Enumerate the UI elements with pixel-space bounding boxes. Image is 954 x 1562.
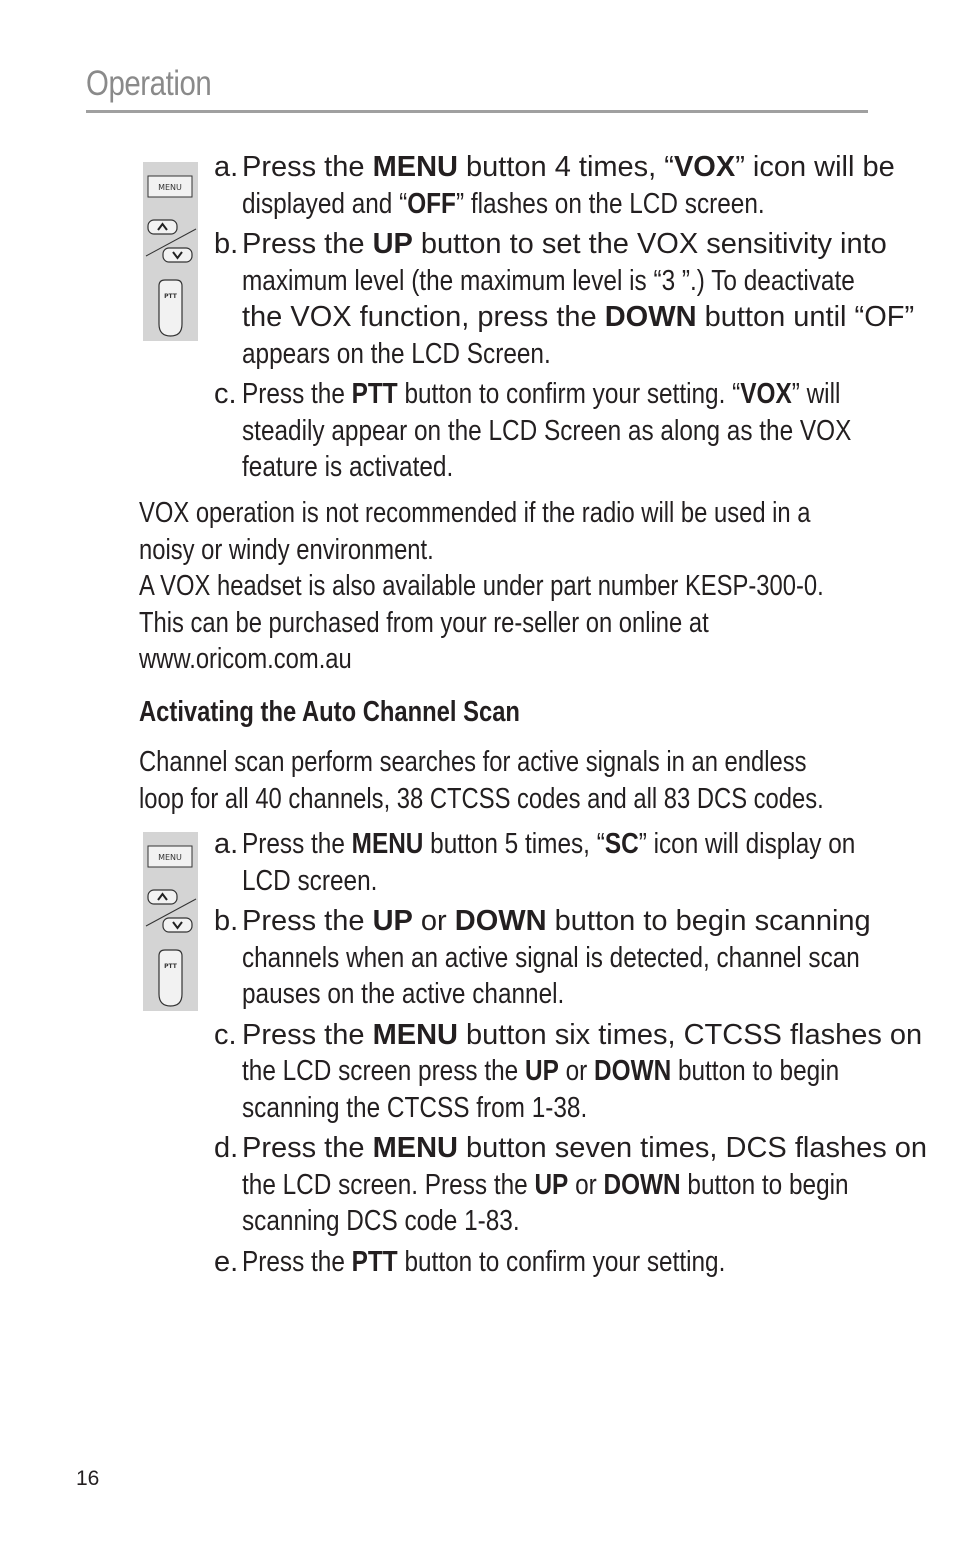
button-icon-strip bbox=[143, 832, 198, 1011]
ptt-icon-label: PTT bbox=[164, 963, 177, 970]
note-line: This can be purchased from your re-seller on online at bbox=[139, 606, 709, 639]
step-label: c. bbox=[214, 378, 237, 410]
vox-notes bbox=[139, 495, 861, 678]
section-heading: Activating the Auto Channel Scan bbox=[139, 696, 520, 728]
button-icon-strip bbox=[143, 162, 198, 341]
page-section-title: Operation bbox=[86, 64, 212, 103]
step-label: d. bbox=[214, 1132, 239, 1164]
scan-step-c: c. Press the MENU button six times, CTCSS flashes on the LCD screen press the UP or DOWN button to begin scanning the CTCSS from 1-38. bbox=[214, 1018, 923, 1124]
menu-icon-label: MENU bbox=[158, 183, 182, 192]
vox-step-list bbox=[214, 149, 915, 490]
scan-intro: Channel scan perform searches for active signals in an endless loop for all 40 channels, 38 CTCSS codes and all 83 DCS codes. bbox=[139, 746, 824, 815]
vox-step-c: c. Press the PTT button to confirm your setting. “VOX” will steadily appear on the LCD Screen as along as the VOX feature is activated. bbox=[214, 378, 852, 483]
step-label: c. bbox=[214, 1018, 237, 1051]
note-line: VOX operation is not recommended if the radio will be used in a bbox=[139, 497, 811, 529]
header-divider bbox=[86, 110, 868, 113]
scan-step-list bbox=[214, 826, 928, 1284]
vox-step-a: a. Press the MENU button 4 times, “VOX” icon will be displayed and “OFF” flashes on the LCD screen. bbox=[214, 151, 895, 220]
step-label: b. bbox=[214, 228, 239, 260]
step-label: a. bbox=[214, 828, 239, 860]
up-down-buttons-icon bbox=[146, 890, 196, 932]
scan-step-d: d. Press the MENU button seven times, DCS flashes on the LCD screen. Press the UP or DOWN button to begin scanning DCS code 1-83. bbox=[214, 1132, 928, 1237]
menu-button-icon bbox=[148, 176, 192, 197]
note-line: noisy or windy environment. bbox=[139, 533, 434, 566]
vox-step-b: b. Press the UP button to set the VOX sensitivity into maximum level (the maximum level is “3 ”.) To deactivate the VOX function, press the DOWN button until “OF” appears on the LCD Screen. bbox=[214, 228, 915, 370]
step-label: b. bbox=[214, 905, 239, 937]
ptt-icon-label: PTT bbox=[164, 293, 177, 300]
page-number: 16 bbox=[76, 1467, 100, 1490]
scan-step-e: e. Press the PTT button to confirm your setting. bbox=[214, 1244, 860, 1281]
scan-step-a: a. Press the MENU button 5 times, “SC” icon will display on LCD screen. bbox=[214, 828, 856, 897]
step-label: a. bbox=[214, 151, 239, 183]
menu-icon-label: MENU bbox=[158, 853, 182, 862]
up-down-buttons-icon bbox=[146, 220, 196, 262]
ptt-button-icon bbox=[159, 950, 182, 1006]
note-line: A VOX headset is also available under part number KESP-300-0. bbox=[139, 570, 824, 602]
scan-step-b: b. Press the UP or DOWN button to begin scanning channels when an active signal is detected, channel scan pauses on the active channel. bbox=[214, 905, 871, 1010]
ptt-button-icon bbox=[159, 280, 182, 336]
step-label: e. bbox=[214, 1245, 239, 1278]
menu-button-icon bbox=[148, 846, 192, 867]
website-link[interactable]: www.oricom.com.au bbox=[139, 643, 352, 675]
